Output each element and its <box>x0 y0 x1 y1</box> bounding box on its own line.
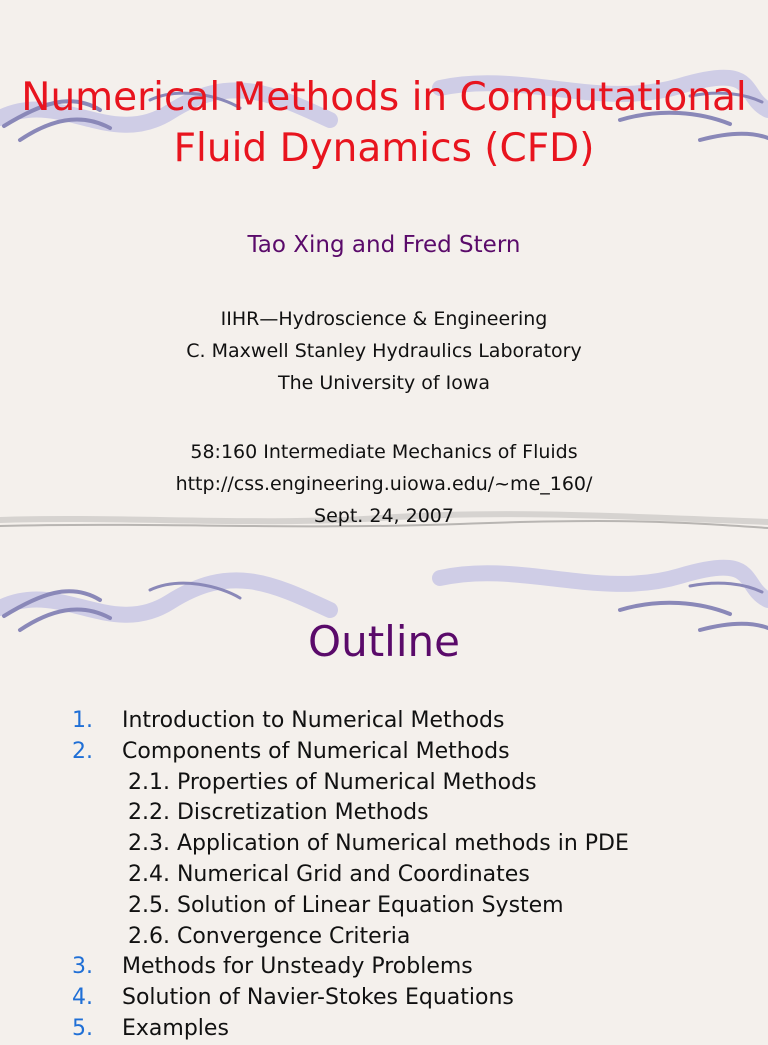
title-line-1: Numerical Methods in Computational <box>21 75 747 120</box>
list-subitem <box>0 891 768 922</box>
authors: Tao Xing and Fred Stern <box>247 232 521 258</box>
course-name: 58:160 Intermediate Mechanics of Fluids <box>190 441 578 463</box>
list-subitem <box>0 860 768 891</box>
item-text: 2.1. Properties of Numerical Methods <box>128 769 537 795</box>
list-item <box>0 737 768 768</box>
outline-slide <box>0 548 768 1041</box>
list-subitem <box>0 798 768 829</box>
item-number: 5. <box>72 1015 93 1041</box>
item-text: 2.2. Discretization Methods <box>128 800 429 826</box>
affiliation-line: C. Maxwell Stanley Hydraulics Laboratory <box>186 340 582 362</box>
outline-title: Outline <box>308 617 460 666</box>
list-item <box>0 952 768 983</box>
item-number: 3. <box>72 954 93 980</box>
item-text: Components of Numerical Methods <box>122 738 510 764</box>
affiliation-line: The University of Iowa <box>277 372 491 394</box>
title-line-2: Fluid Dynamics (CFD) <box>173 126 595 171</box>
item-text: Solution of Navier-Stokes Equations <box>122 985 514 1011</box>
affiliation-line: IIHR—Hydroscience & Engineering <box>220 308 548 330</box>
list-subitem <box>0 829 768 860</box>
item-number: 1. <box>72 708 93 733</box>
list-subitem <box>0 922 768 953</box>
item-text: Introduction to Numerical Methods <box>122 708 505 733</box>
list-item <box>0 706 768 737</box>
item-text: 2.6. Convergence Criteria <box>128 923 411 949</box>
presentation-date: Sept. 24, 2007 <box>314 505 454 527</box>
affiliation-block <box>0 303 768 399</box>
list-item <box>0 983 768 1014</box>
item-text: Methods for Unsteady Problems <box>122 954 473 980</box>
outline-list <box>0 706 768 1045</box>
presentation-title <box>0 72 768 174</box>
course-block <box>0 436 768 532</box>
item-text: 2.4. Numerical Grid and Coordinates <box>128 861 530 887</box>
list-subitem <box>0 768 768 799</box>
item-text: 2.3. Application of Numerical methods in PDE <box>128 831 629 857</box>
item-text: Examples <box>122 1015 229 1041</box>
list-item <box>0 1014 768 1045</box>
item-number: 4. <box>72 985 93 1011</box>
course-url: http://css.engineering.uiowa.edu/~me_160/ <box>175 473 593 495</box>
item-text: 2.5. Solution of Linear Equation System <box>128 892 564 918</box>
item-number: 2. <box>72 738 93 764</box>
